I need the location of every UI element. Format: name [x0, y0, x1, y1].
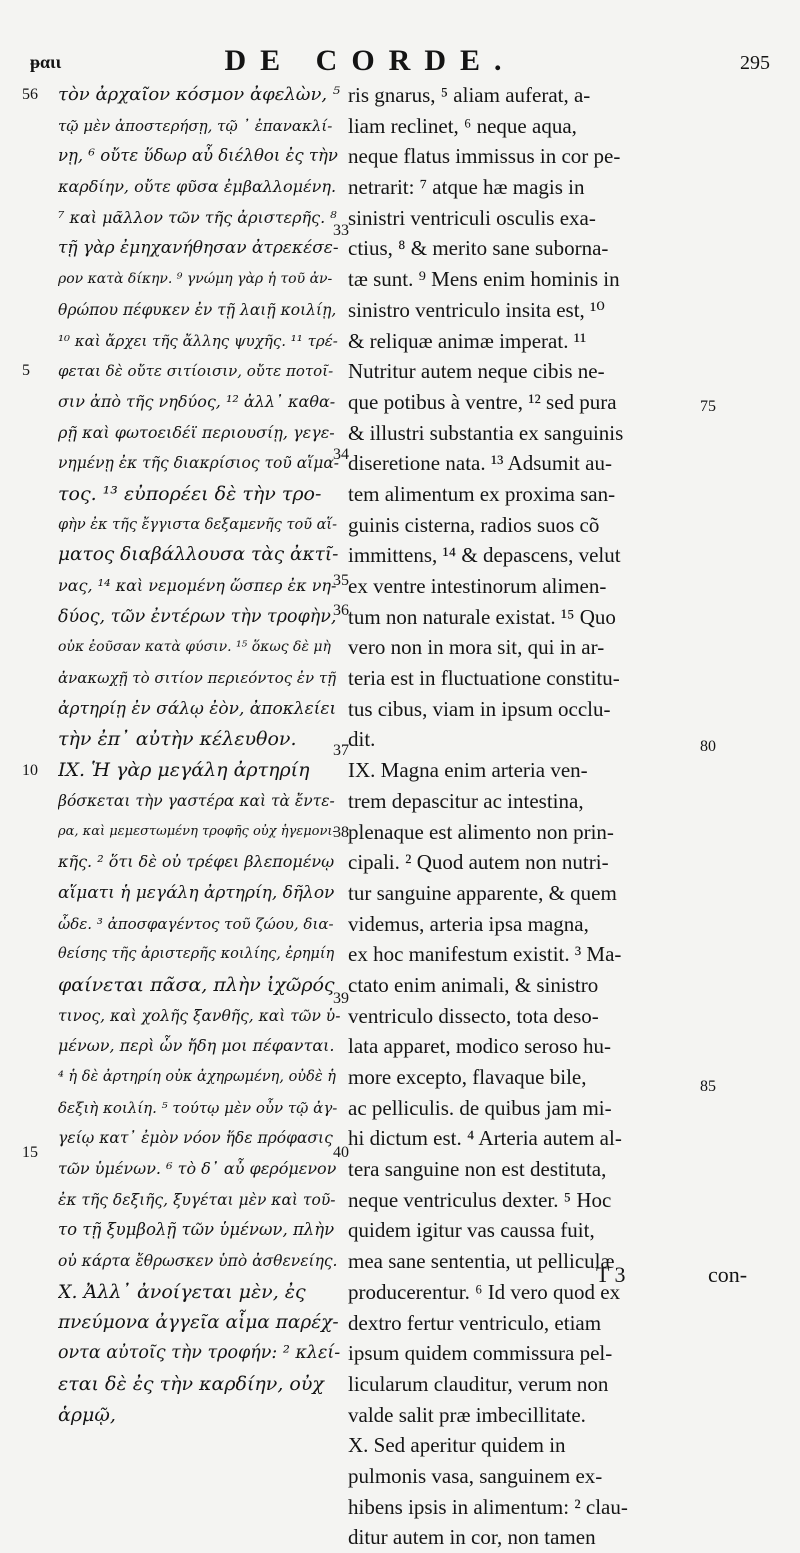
greek-text-line: ⁷ καὶ μᾶλλον τῶν τῆς ἀριστερῆς. ⁸ — [58, 207, 337, 227]
greek-text-line: ὧδε. ³ ἀποσφαγέντος τοῦ ζώου, δια- — [58, 914, 334, 933]
latin-text-line: valde salit præ imbecillitate. — [348, 1402, 586, 1427]
header-left-mark: ᵽαιι — [30, 52, 62, 72]
greek-text-line: Χ. Ἀλλ᾽ ἀνοίγεται μὲν, ἐς — [58, 1280, 306, 1303]
verse-number: 37 — [333, 742, 349, 759]
greek-text-line: καρδίην, οὔτε φῦσα ἐμβαλλομένη. — [58, 177, 337, 197]
latin-text-line: tæ sunt. ⁹ Mens enim hominis in — [348, 267, 620, 292]
latin-text-line: tem alimentum ex proxima san- — [348, 481, 616, 506]
running-header — [30, 44, 770, 84]
latin-text-line: neque flatus immissus in cor pe- — [348, 144, 621, 169]
greek-text-line: οντα αὐτοῖς τὴν τροφήν: ² κλεί- — [58, 1343, 340, 1364]
latin-text-line: quidem igitur vas caussa fuit, — [348, 1218, 595, 1243]
verse-number: 38 — [333, 824, 349, 841]
latin-text-line: sinistro ventriculo insita est, ¹⁰ — [348, 297, 605, 322]
margin-line-number: 85 — [700, 1078, 716, 1095]
greek-text-line: ρῇ καὶ φωτοειδέϊ περιουσίῃ, γεγε- — [58, 422, 335, 442]
margin-line-number: 80 — [700, 738, 716, 755]
greek-text-line: μένων, περὶ ὧν ἤδη μοι πέφανται. — [58, 1036, 335, 1056]
latin-text-line: immittens, ¹⁴ & depascens, velut — [348, 543, 621, 568]
latin-text-line: IX. Magna enim arteria ven- — [348, 758, 588, 783]
margin-line-number: 15 — [22, 1144, 38, 1161]
latin-text-line: liam reclinet, ⁶ neque aqua, — [348, 113, 577, 138]
latin-text-line: more excepto, flavaque bile, — [348, 1065, 587, 1089]
greek-text-line: οὐ κάρτα ἔθρωσκεν ὑπὸ ἀσθενείης. — [58, 1252, 338, 1271]
latin-text-line: & reliquæ animæ imperat. ¹¹ — [348, 328, 587, 353]
greek-text-line: εται δὲ ἐς τὴν καρδίην, οὐχ — [58, 1372, 324, 1395]
latin-text-line: ris gnarus, ⁵ aliam auferat, a- — [348, 83, 591, 107]
latin-text-line: hibens ipsis in alimentum: ² clau- — [348, 1494, 628, 1519]
greek-text-line: ρον κατὰ δίκην. ⁹ γνώμη γὰρ ἡ τοῦ ἀν- — [58, 271, 333, 288]
latin-text-line: licularum clauditur, verum non — [348, 1371, 609, 1396]
latin-text-line: ventriculo dissecto, tota deso- — [348, 1003, 599, 1028]
latin-text-line: neque ventriculus dexter. ⁵ Hoc — [348, 1187, 612, 1212]
verse-number: 40 — [333, 1144, 349, 1161]
latin-text-line: ditur autem in cor, non tamen — [348, 1525, 596, 1550]
margin-line-number: 10 — [22, 762, 38, 779]
greek-text-line: τινος, καὶ χολῆς ξανθῆς, καὶ τῶν ὑ- — [58, 1006, 340, 1025]
verse-number: 39 — [333, 990, 349, 1007]
greek-text-line: φεται δὲ οὔτε σιτίοισιν, οὔτε ποτοῖ- — [58, 362, 334, 381]
latin-text-line: ex ventre intestinorum alimen- — [348, 574, 607, 598]
greek-text-line: ἀνακωχῇ τὸ σιτίον περιεόντος ἐν τῇ — [58, 669, 337, 688]
greek-text-line: ρα, καὶ μεμεστωμένη τροφῆς οὐχ ἡγεμονι- — [58, 823, 337, 839]
latin-text-column — [348, 80, 700, 1553]
greek-text-line: θείσης τῆς ἀριστερῆς κοιλίης, ἐρημίη — [58, 946, 335, 963]
greek-text-line: σιν ἀπὸ τῆς νηδύος, ¹² ἀλλ᾽ καθα- — [58, 391, 336, 411]
latin-text-line: mea sane sententia, ut pelliculæ — [348, 1249, 615, 1274]
latin-text-line: videmus, arteria ipsa magna, — [348, 911, 589, 936]
greek-text-line: τῶν ὑμένων. ⁶ τὸ δ᾽ αὖ φερόμενον — [58, 1159, 337, 1179]
latin-text-line: teria est in fluctuatione constitu- — [348, 666, 620, 691]
latin-text-line: pulmonis vasa, sanguinem ex- — [348, 1463, 603, 1488]
greek-text-line: φαίνεται πᾶσα, πλὴν ἰχῶρός — [58, 973, 335, 996]
greek-text-line: νημένῃ ἐκ τῆς διακρίσιος τοῦ αἵμα- — [58, 454, 340, 473]
latin-text-line: dit. — [348, 727, 376, 752]
latin-text-line: ipsum quidem commissura pel- — [348, 1341, 613, 1366]
greek-text-line: τὸν ἀρχαῖον κόσμον ἀφελὼν, ⁵ — [58, 84, 340, 105]
greek-text-line: τῷ μὲν ἀποστερήσῃ, τῷ ᾽ ἐπανακλί- — [58, 116, 333, 135]
greek-text-line: ἀρτηρίῃ ἐν σάλῳ ἐὸν, ἀποκλείει — [58, 698, 337, 719]
greek-text-line: γείῳ κατ᾽ ἐμὸν νόον ἥδε πρόφασις — [58, 1129, 333, 1148]
latin-text-line: trem depascitur ac intestina, — [348, 788, 584, 813]
latin-text-line: guinis cisterna, radios suos cõ — [348, 512, 600, 537]
page-number: 295 — [740, 52, 770, 74]
latin-text-line: netrarit: ⁷ atque hæ magis in — [348, 175, 585, 200]
greek-text-line: τὴν ἐπ᾽ αὐτὴν κέλευθον. — [58, 728, 297, 751]
greek-text-line: βόσκεται τὴν γαστέρα καὶ τὰ ἔντε- — [58, 791, 335, 810]
running-title: DE CORDE. — [224, 44, 516, 77]
latin-text-line: ctius, ⁸ & merito sane suborna- — [348, 236, 609, 261]
greek-text-line: ἁρμῷ, — [58, 1403, 116, 1426]
latin-text-line: vero non in mora sit, qui in ar- — [348, 635, 605, 660]
latin-text-line: tus cibus, viam in ipsum occlu- — [348, 696, 611, 721]
latin-text-line: & illustri substantia ex sanguinis — [348, 420, 624, 445]
greek-text-line: ¹⁰ καὶ ἄρχει τῆς ἄλλης ψυχῆς. ¹¹ τρέ- — [58, 331, 338, 350]
greek-text-line: ἐκ τῆς δεξιῆς, ξυγέται μὲν καὶ τοῦ- — [58, 1190, 336, 1209]
greek-text-line: ⁴ ἡ δὲ ἀρτηρίη οὐκ ἀχηρωμένη, οὐδὲ ἡ — [58, 1069, 336, 1085]
verse-number: 34 — [333, 446, 349, 463]
signature-mark: T 3 — [596, 1262, 626, 1287]
latin-text-line: plenaque est alimento non prin- — [348, 819, 614, 844]
latin-text-line: ac pelliculis. de quibus jam mi- — [348, 1095, 612, 1120]
latin-text-line: que potibus à ventre, ¹² sed pura — [348, 389, 617, 414]
greek-text-line: αἵματι ἡ μεγάλη ἀρτηρίη, δῆλον — [58, 882, 335, 903]
latin-text-line: diseretione nata. ¹³ Adsumit au- — [348, 451, 612, 476]
latin-text-line: tera sanguine non est destituta, — [348, 1157, 607, 1182]
latin-text-line: X. Sed aperitur quidem in — [348, 1433, 566, 1458]
greek-text-line: δεξιὴ κοιλίη. ⁵ τούτῳ μὲν οὖν τῷ ἀγ- — [58, 1098, 338, 1117]
latin-text-line: lata apparet, modico seroso hu- — [348, 1034, 611, 1059]
greek-text-line: ΙΧ. Ἡ γὰρ μεγάλη ἀρτηρίη — [58, 759, 310, 782]
latin-text-line: hi dictum est. ⁴ Arteria autem al- — [348, 1126, 622, 1151]
greek-text-line: πνεύμονα ἀγγεῖα αἷμα παρέχ- — [58, 1311, 339, 1333]
verse-number: 35 — [333, 572, 349, 589]
greek-text-line: οὐκ ἐοῦσαν κατὰ φύσιν. ¹⁵ ὅκως δὲ μὴ — [58, 639, 331, 656]
greek-text-line: ματος διαβάλλουσα τὰς ἀκτῖ- — [58, 544, 339, 566]
margin-line-number: 56 — [22, 86, 38, 103]
greek-text-line: κῆς. ² ὅτι δὲ οὐ τρέφει βλεπομένῳ — [58, 852, 335, 872]
latin-text-line: producerentur. ⁶ Id vero quod ex — [348, 1279, 621, 1304]
latin-text-line: ctato enim animali, & sinistro — [348, 972, 599, 997]
latin-text-line: dextro fertur ventriculo, etiam — [348, 1310, 602, 1335]
latin-text-line: tum non naturale existat. ¹⁵ Quo — [348, 604, 616, 629]
greek-text-line: δύος, τῶν ἐντέρων τὴν τροφὴν, — [58, 606, 337, 627]
catchword: con- — [708, 1262, 748, 1287]
latin-text-line: Nutritur autem neque cibis ne- — [348, 359, 605, 384]
latin-text-line: tur sanguine apparente, & quem — [348, 880, 617, 905]
latin-text-line: ex hoc manifestum existit. ³ Ma- — [348, 942, 622, 967]
greek-text-line: το τῇ ξυμβολῇ τῶν ὑμένων, πλὴν — [58, 1220, 335, 1240]
greek-text-line: θρώπου πέφυκεν ἐν τῇ λαιῇ κοιλίῃ, — [58, 300, 337, 319]
greek-text-line: τος. ¹³ εὐπορέει δὲ τὴν τρο- — [58, 482, 322, 505]
verse-number: 33 — [333, 222, 349, 239]
greek-text-line: τῇ γὰρ ἐμηχανήθησαν ἀτρεκέσε- — [58, 238, 339, 259]
margin-line-number: 5 — [22, 362, 30, 379]
latin-text-line: sinistri ventriculi osculis exa- — [348, 205, 596, 230]
margin-line-number: 75 — [700, 398, 716, 415]
greek-text-line: νῃ, ⁶ οὔτε ὕδωρ αὖ διέλθοι ἐς τὴν — [58, 146, 338, 166]
latin-text-line: cipali. ² Quod autem non nutri- — [348, 850, 609, 875]
greek-text-column — [58, 80, 340, 1430]
greek-text-line: φὴν ἐκ τῆς ἔγγιστα δεξαμενῆς τοῦ αἵ- — [58, 516, 337, 533]
greek-text-line: νας, ¹⁴ καὶ νεμομένη ὥσπερ ἐκ νη- — [58, 576, 337, 595]
verse-number: 36 — [333, 602, 349, 619]
